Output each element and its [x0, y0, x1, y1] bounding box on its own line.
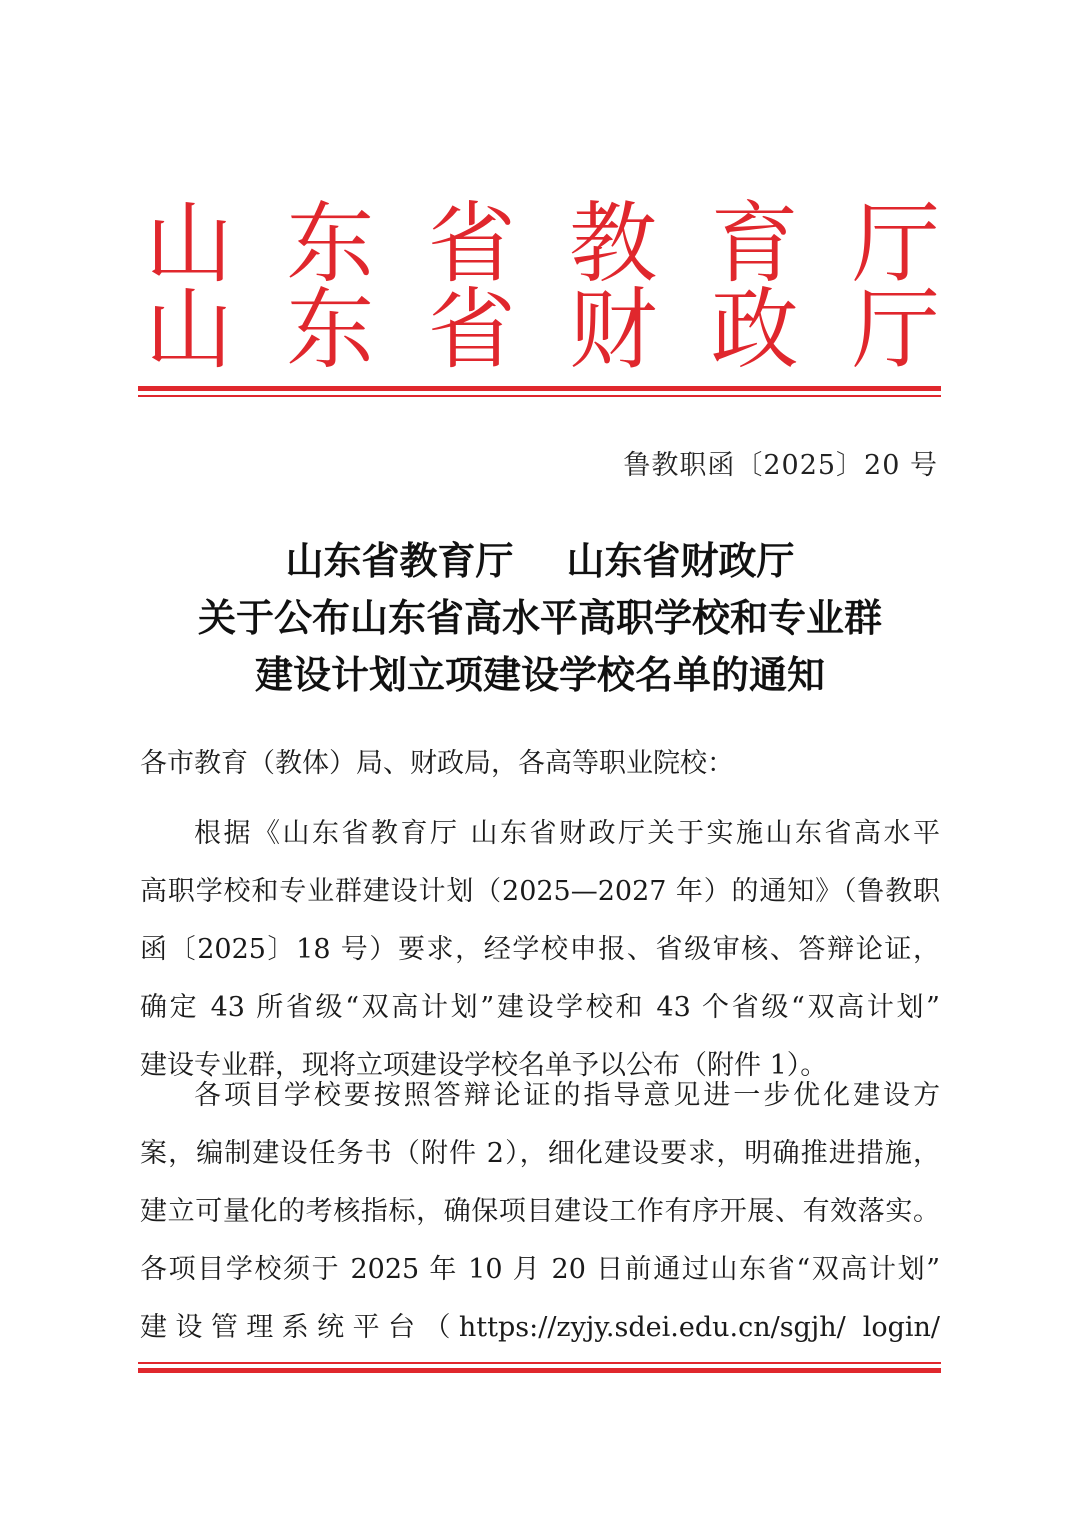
title-line: 山东省教育厅 山东省财政厅: [285, 538, 795, 583]
document-title: [0, 532, 1080, 703]
issuer-header-education: [145, 192, 940, 295]
salutation: [140, 735, 940, 793]
header-char: 山: [145, 192, 234, 295]
header-char: 教: [569, 192, 658, 295]
red-divider-top-thin: [138, 395, 941, 397]
paragraph-line: 建设专业群，现将立项建设学校名单予以公布（附件 1）。: [140, 1050, 828, 1081]
paragraph-line: 确定 43 所省级“双高计划”建设学校和 43 个省级“双高计划”: [140, 992, 940, 1023]
paragraph-line: 各项目学校须于 2025 年 10 月 20 日前通过山东省“双高计划”: [140, 1254, 940, 1285]
header-char: 厅: [851, 278, 940, 381]
header-char: 山: [145, 278, 234, 381]
paragraph-line: 建立可量化的考核指标，确保项目建设工作有序开展、有效落实。: [140, 1196, 940, 1227]
header-char: 政: [710, 278, 799, 381]
header-char: 东: [286, 192, 375, 295]
header-char: 省: [427, 278, 516, 381]
paragraph-line: 建设管理系统平台（https://zyjy.sdei.edu.cn/sgjh/ login/: [140, 1312, 940, 1343]
header-char: 育: [710, 192, 799, 295]
paragraph-line: 案，编制建设任务书（附件 2），细化建设要求，明确推进措施，: [140, 1138, 940, 1169]
salutation-text: 各市教育（教体）局、财政局，各高等职业院校：: [140, 748, 734, 779]
title-line: 关于公布山东省高水平高职学校和专业群: [197, 595, 882, 640]
paragraph-line: 函〔2025〕18 号）要求，经学校申报、省级审核、答辩论证，: [140, 934, 940, 965]
paragraph-line: 高职学校和专业群建设计划（2025—2027 年）的通知》（鲁教职: [140, 876, 940, 907]
paragraph-line: 根据《山东省教育厅 山东省财政厅关于实施山东省高水平: [194, 818, 940, 849]
red-divider-bottom-thin: [138, 1362, 941, 1364]
red-divider-bottom-thick: [138, 1368, 941, 1373]
paragraph-2: [140, 1067, 940, 1357]
header-char: 财: [569, 278, 658, 381]
paragraph-1: [140, 805, 940, 1095]
header-char: 厅: [851, 192, 940, 295]
title-line: 建设计划立项建设学校名单的通知: [254, 652, 825, 697]
paragraph-line: 各项目学校要按照答辩论证的指导意见进一步优化建设方: [194, 1080, 940, 1111]
document-number: 鲁教职函〔2025〕20 号: [623, 450, 938, 481]
red-divider-top-thick: [138, 386, 941, 391]
header-char: 省: [427, 192, 516, 295]
issuer-header-finance: [145, 278, 940, 381]
header-char: 东: [286, 278, 375, 381]
